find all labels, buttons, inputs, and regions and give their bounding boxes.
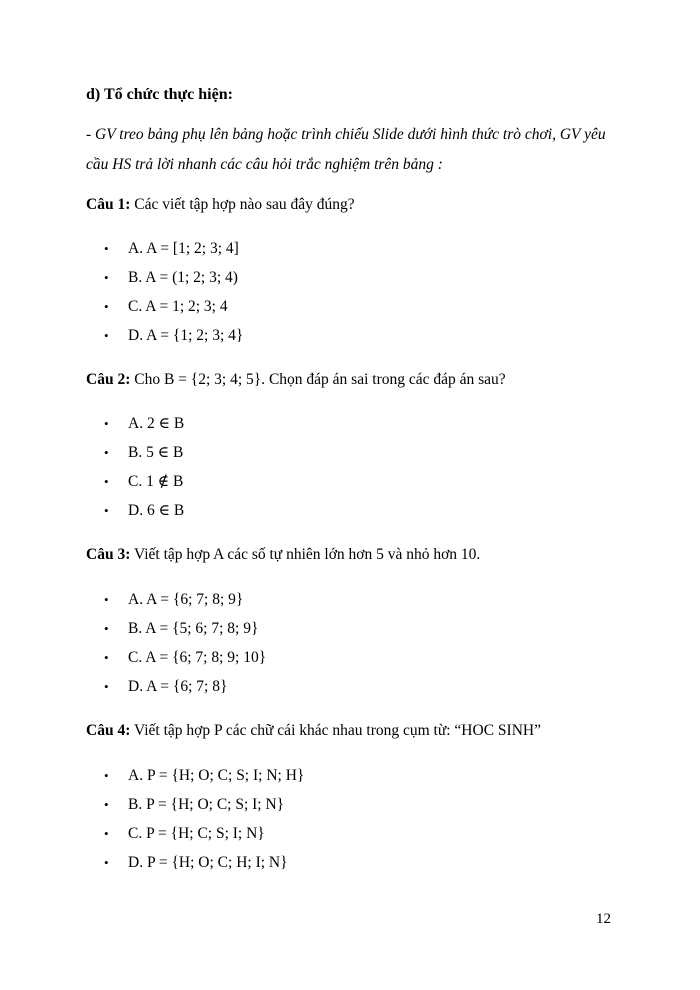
- option-text: D. A = {6; 7; 8}: [128, 678, 228, 695]
- question-1: [86, 196, 355, 214]
- bullet-icon: •: [104, 445, 109, 460]
- option-item: [104, 297, 243, 326]
- option-text: D. P = {H; O; C; H; I; N}: [128, 854, 288, 871]
- question-3: [86, 546, 480, 564]
- options-list-2: [104, 414, 184, 530]
- option-item: [104, 268, 243, 297]
- bullet-icon: •: [104, 299, 109, 314]
- bullet-icon: •: [104, 503, 109, 518]
- question-label: Câu 3:: [86, 546, 131, 563]
- option-item: [104, 648, 266, 677]
- option-text: D. A = {1; 2; 3; 4}: [128, 327, 244, 344]
- option-item: [104, 824, 304, 853]
- question-text: Các viết tập hợp nào sau đây đúng?: [130, 196, 355, 213]
- intro-paragraph: - GV treo bảng phụ lên bảng hoặc trình chiếu Slide dưới hình thức trò chơi, GV yêu cầu HS trả lời nhanh các câu hỏi trắc nghiệm trên bảng :: [86, 126, 606, 173]
- page-number: 12: [596, 911, 611, 927]
- bullet-icon: •: [104, 650, 109, 665]
- question-2: [86, 371, 506, 389]
- bullet-icon: •: [104, 621, 109, 636]
- option-item: [104, 795, 304, 824]
- bullet-icon: •: [104, 768, 109, 783]
- bullet-icon: •: [104, 241, 109, 256]
- option-text: B. P = {H; O; C; S; I; N}: [128, 796, 285, 813]
- option-item: [104, 619, 266, 648]
- option-item: [104, 326, 243, 355]
- bullet-icon: •: [104, 592, 109, 607]
- option-text: B. A = (1; 2; 3; 4): [128, 269, 238, 286]
- bullet-icon: •: [104, 416, 109, 431]
- question-text: Viết tập hợp A các số tự nhiên lớn hơn 5 và nhỏ hơn 10.: [130, 546, 481, 563]
- option-text: A. A = [1; 2; 3; 4]: [128, 240, 239, 257]
- question-text: Cho B = {2; 3; 4; 5}. Chọn đáp án sai trong các đáp án sau?: [130, 371, 506, 388]
- option-item: [104, 501, 184, 530]
- option-text: A. 2 ∈ B: [128, 415, 185, 432]
- option-item: [104, 443, 184, 472]
- bullet-icon: •: [104, 826, 109, 841]
- question-label: Câu 4:: [86, 722, 131, 739]
- option-text: C. A = 1; 2; 3; 4: [128, 298, 228, 315]
- option-text: C. A = {6; 7; 8; 9; 10}: [128, 649, 267, 666]
- options-list-3: [104, 590, 266, 706]
- option-text: D. 6 ∈ B: [128, 502, 185, 519]
- option-text: C. 1 ∉ B: [128, 473, 184, 490]
- bullet-icon: •: [104, 328, 109, 343]
- question-label: Câu 2:: [86, 371, 131, 388]
- options-list-1: [104, 239, 243, 355]
- option-item: [104, 853, 304, 882]
- option-text: B. A = {5; 6; 7; 8; 9}: [128, 620, 259, 637]
- option-item: [104, 239, 243, 268]
- option-text: C. P = {H; C; S; I; N}: [128, 825, 265, 842]
- bullet-icon: •: [104, 855, 109, 870]
- option-item: [104, 590, 266, 619]
- question-text: Viết tập hợp P các chữ cái khác nhau trong cụm từ: “HOC SINH”: [130, 722, 541, 739]
- bullet-icon: •: [104, 270, 109, 285]
- option-text: B. 5 ∈ B: [128, 444, 184, 461]
- option-text: A. A = {6; 7; 8; 9}: [128, 591, 244, 608]
- bullet-icon: •: [104, 474, 109, 489]
- option-item: [104, 414, 184, 443]
- option-item: [104, 472, 184, 501]
- question-label: Câu 1:: [86, 196, 131, 213]
- option-item: [104, 766, 304, 795]
- section-heading: d) Tổ chức thực hiện:: [86, 86, 233, 103]
- options-list-4: [104, 766, 304, 882]
- bullet-icon: •: [104, 679, 109, 694]
- option-text: A. P = {H; O; C; S; I; N; H}: [128, 767, 305, 784]
- option-item: [104, 677, 266, 706]
- question-4: [86, 722, 541, 740]
- bullet-icon: •: [104, 797, 109, 812]
